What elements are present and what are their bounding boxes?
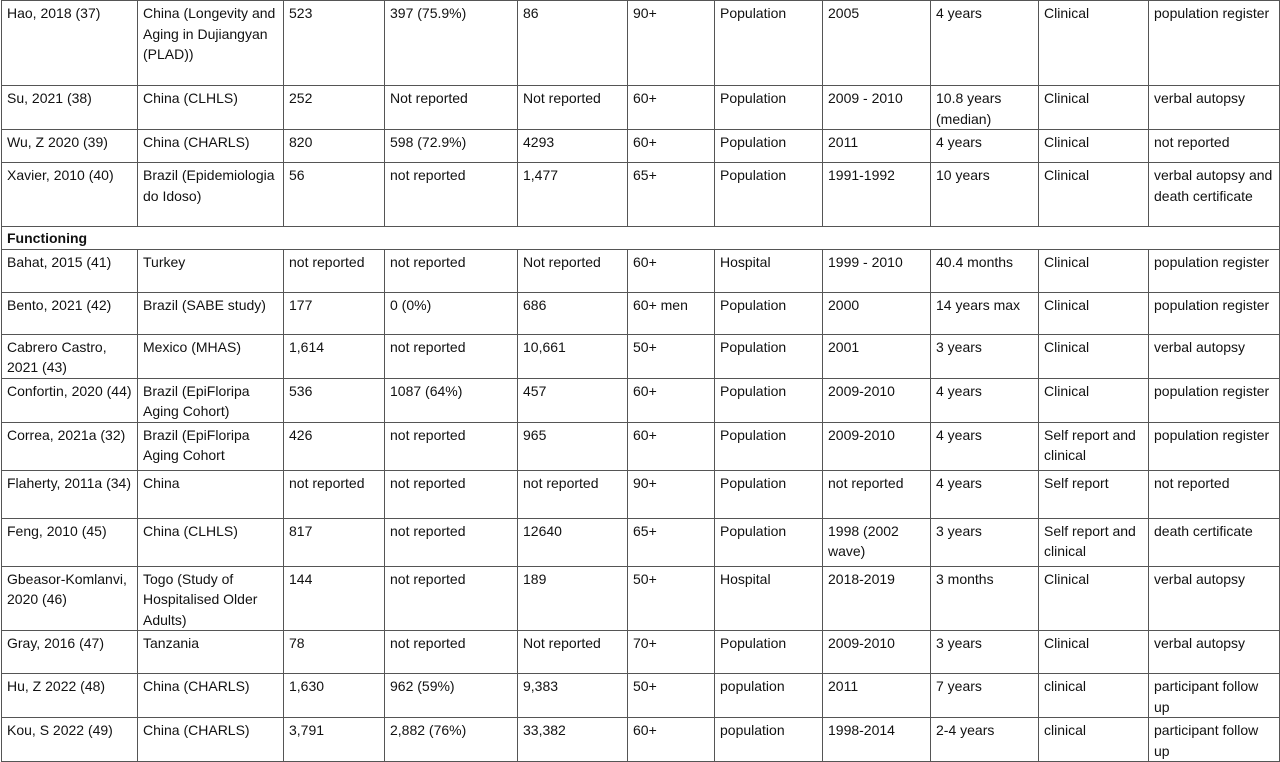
- deaths-cell: 252: [284, 86, 385, 130]
- sample-cell: 4293: [518, 130, 628, 163]
- table-row: [2, 292, 1280, 334]
- table-row: [2, 86, 1280, 130]
- followup-cell: 10 years: [931, 163, 1039, 227]
- source-cell: Population: [715, 631, 823, 674]
- ascertainment-cell: population register: [1149, 1, 1280, 86]
- women-cell: not reported: [385, 163, 518, 227]
- women-cell: not reported: [385, 566, 518, 631]
- table-row: [2, 718, 1280, 762]
- table-row: [2, 163, 1280, 227]
- setting-cell: China (Longevity and Aging in Dujiangyan (PLAD)): [138, 1, 284, 86]
- age-cell: 60+: [628, 718, 715, 762]
- setting-cell: China: [138, 470, 284, 518]
- assessment-cell: Clinical: [1039, 1, 1149, 86]
- sample-cell: Not reported: [518, 86, 628, 130]
- assessment-cell: Clinical: [1039, 130, 1149, 163]
- assessment-cell: Self report and clinical: [1039, 422, 1149, 470]
- source-cell: Population: [715, 292, 823, 334]
- followup-cell: 4 years: [931, 1, 1039, 86]
- table-row: [2, 470, 1280, 518]
- deaths-cell: 523: [284, 1, 385, 86]
- age-cell: 90+: [628, 1, 715, 86]
- assessment-cell: Clinical: [1039, 631, 1149, 674]
- ascertainment-cell: population register: [1149, 249, 1280, 292]
- source-cell: population: [715, 718, 823, 762]
- age-cell: 60+: [628, 422, 715, 470]
- study-cell: Gray, 2016 (47): [2, 631, 138, 674]
- study-cell: Bento, 2021 (42): [2, 292, 138, 334]
- baseline-cell: 2005: [823, 1, 931, 86]
- baseline-cell: 2018-2019: [823, 566, 931, 631]
- assessment-cell: Self report and clinical: [1039, 518, 1149, 566]
- baseline-cell: 2009-2010: [823, 422, 931, 470]
- ascertainment-cell: verbal autopsy: [1149, 566, 1280, 631]
- women-cell: 598 (72.9%): [385, 130, 518, 163]
- baseline-cell: 2011: [823, 130, 931, 163]
- ascertainment-cell: not reported: [1149, 130, 1280, 163]
- followup-cell: 4 years: [931, 130, 1039, 163]
- deaths-cell: 56: [284, 163, 385, 227]
- source-cell: Population: [715, 1, 823, 86]
- deaths-cell: not reported: [284, 470, 385, 518]
- study-cell: Bahat, 2015 (41): [2, 249, 138, 292]
- age-cell: 60+ men: [628, 292, 715, 334]
- age-cell: 60+: [628, 86, 715, 130]
- table-body-before: [2, 1, 1280, 227]
- section-functioning: [2, 227, 1280, 250]
- table-row: [2, 334, 1280, 378]
- baseline-cell: 1999 - 2010: [823, 249, 931, 292]
- study-cell: Hu, Z 2022 (48): [2, 674, 138, 718]
- table-row: [2, 249, 1280, 292]
- baseline-cell: 2009 - 2010: [823, 86, 931, 130]
- followup-cell: 40.4 months: [931, 249, 1039, 292]
- source-cell: Hospital: [715, 566, 823, 631]
- baseline-cell: 2000: [823, 292, 931, 334]
- ascertainment-cell: population register: [1149, 378, 1280, 422]
- deaths-cell: 78: [284, 631, 385, 674]
- setting-cell: China (CHARLS): [138, 674, 284, 718]
- followup-cell: 3 years: [931, 518, 1039, 566]
- sample-cell: not reported: [518, 470, 628, 518]
- source-cell: Population: [715, 163, 823, 227]
- source-cell: Hospital: [715, 249, 823, 292]
- baseline-cell: 2009-2010: [823, 631, 931, 674]
- table-row: [2, 631, 1280, 674]
- women-cell: not reported: [385, 518, 518, 566]
- setting-cell: Brazil (EpiFloripa Aging Cohort: [138, 422, 284, 470]
- women-cell: not reported: [385, 334, 518, 378]
- women-cell: 2,882 (76%): [385, 718, 518, 762]
- followup-cell: 4 years: [931, 378, 1039, 422]
- setting-cell: China (CHARLS): [138, 718, 284, 762]
- setting-cell: China (CLHLS): [138, 518, 284, 566]
- age-cell: 50+: [628, 566, 715, 631]
- assessment-cell: Clinical: [1039, 249, 1149, 292]
- study-cell: Wu, Z 2020 (39): [2, 130, 138, 163]
- study-cell: Gbeasor-Komlanvi, 2020 (46): [2, 566, 138, 631]
- setting-cell: Brazil (SABE study): [138, 292, 284, 334]
- age-cell: 65+: [628, 163, 715, 227]
- assessment-cell: Clinical: [1039, 334, 1149, 378]
- study-cell: Kou, S 2022 (49): [2, 718, 138, 762]
- setting-cell: Tanzania: [138, 631, 284, 674]
- baseline-cell: 1998-2014: [823, 718, 931, 762]
- setting-cell: Brazil (EpiFloripa Aging Cohort): [138, 378, 284, 422]
- table-row: [2, 674, 1280, 718]
- age-cell: 65+: [628, 518, 715, 566]
- source-cell: Population: [715, 130, 823, 163]
- assessment-cell: Clinical: [1039, 163, 1149, 227]
- women-cell: 1087 (64%): [385, 378, 518, 422]
- ascertainment-cell: verbal autopsy and death certificate: [1149, 163, 1280, 227]
- deaths-cell: 144: [284, 566, 385, 631]
- study-cell: Flaherty, 2011a (34): [2, 470, 138, 518]
- followup-cell: 4 years: [931, 470, 1039, 518]
- sample-cell: Not reported: [518, 249, 628, 292]
- setting-cell: Mexico (MHAS): [138, 334, 284, 378]
- table-body-after: [2, 249, 1280, 762]
- setting-cell: China (CLHLS): [138, 86, 284, 130]
- study-table: [1, 0, 1280, 762]
- study-cell: Cabrero Castro, 2021 (43): [2, 334, 138, 378]
- deaths-cell: 817: [284, 518, 385, 566]
- sample-cell: 33,382: [518, 718, 628, 762]
- sample-cell: 12640: [518, 518, 628, 566]
- setting-cell: Togo (Study of Hospitalised Older Adults): [138, 566, 284, 631]
- setting-cell: Turkey: [138, 249, 284, 292]
- baseline-cell: 2001: [823, 334, 931, 378]
- women-cell: not reported: [385, 470, 518, 518]
- source-cell: Population: [715, 422, 823, 470]
- table-row: [2, 566, 1280, 631]
- source-cell: Population: [715, 378, 823, 422]
- sample-cell: Not reported: [518, 631, 628, 674]
- followup-cell: 7 years: [931, 674, 1039, 718]
- table-row: [2, 130, 1280, 163]
- ascertainment-cell: population register: [1149, 422, 1280, 470]
- assessment-cell: Clinical: [1039, 86, 1149, 130]
- source-cell: population: [715, 674, 823, 718]
- women-cell: not reported: [385, 422, 518, 470]
- followup-cell: 3 months: [931, 566, 1039, 631]
- deaths-cell: 3,791: [284, 718, 385, 762]
- setting-cell: China (CHARLS): [138, 130, 284, 163]
- section-row: [2, 227, 1280, 250]
- table-row: [2, 1, 1280, 86]
- women-cell: 0 (0%): [385, 292, 518, 334]
- women-cell: Not reported: [385, 86, 518, 130]
- assessment-cell: clinical: [1039, 674, 1149, 718]
- baseline-cell: not reported: [823, 470, 931, 518]
- baseline-cell: 1998 (2002 wave): [823, 518, 931, 566]
- baseline-cell: 2009-2010: [823, 378, 931, 422]
- assessment-cell: Clinical: [1039, 292, 1149, 334]
- assessment-cell: clinical: [1039, 718, 1149, 762]
- source-cell: Population: [715, 470, 823, 518]
- sample-cell: 457: [518, 378, 628, 422]
- women-cell: not reported: [385, 631, 518, 674]
- age-cell: 90+: [628, 470, 715, 518]
- study-cell: Su, 2021 (38): [2, 86, 138, 130]
- age-cell: 60+: [628, 130, 715, 163]
- age-cell: 60+: [628, 378, 715, 422]
- women-cell: not reported: [385, 249, 518, 292]
- setting-cell: Brazil (Epidemiologia do Idoso): [138, 163, 284, 227]
- sample-cell: 10,661: [518, 334, 628, 378]
- assessment-cell: Self report: [1039, 470, 1149, 518]
- source-cell: Population: [715, 334, 823, 378]
- followup-cell: 2-4 years: [931, 718, 1039, 762]
- deaths-cell: 1,614: [284, 334, 385, 378]
- source-cell: Population: [715, 86, 823, 130]
- followup-cell: 3 years: [931, 334, 1039, 378]
- followup-cell: 10.8 years (median): [931, 86, 1039, 130]
- deaths-cell: 426: [284, 422, 385, 470]
- table-row: [2, 378, 1280, 422]
- age-cell: 50+: [628, 334, 715, 378]
- sample-cell: 686: [518, 292, 628, 334]
- study-cell: Correa, 2021a (32): [2, 422, 138, 470]
- assessment-cell: Clinical: [1039, 378, 1149, 422]
- deaths-cell: 177: [284, 292, 385, 334]
- followup-cell: 14 years max: [931, 292, 1039, 334]
- followup-cell: 4 years: [931, 422, 1039, 470]
- study-cell: Hao, 2018 (37): [2, 1, 138, 86]
- ascertainment-cell: participant follow up: [1149, 674, 1280, 718]
- deaths-cell: 1,630: [284, 674, 385, 718]
- baseline-cell: 1991-1992: [823, 163, 931, 227]
- ascertainment-cell: verbal autopsy: [1149, 86, 1280, 130]
- deaths-cell: not reported: [284, 249, 385, 292]
- sample-cell: 965: [518, 422, 628, 470]
- women-cell: 962 (59%): [385, 674, 518, 718]
- followup-cell: 3 years: [931, 631, 1039, 674]
- ascertainment-cell: population register: [1149, 292, 1280, 334]
- sample-cell: 86: [518, 1, 628, 86]
- study-cell: Feng, 2010 (45): [2, 518, 138, 566]
- baseline-cell: 2011: [823, 674, 931, 718]
- deaths-cell: 536: [284, 378, 385, 422]
- sample-cell: 9,383: [518, 674, 628, 718]
- age-cell: 50+: [628, 674, 715, 718]
- sample-cell: 1,477: [518, 163, 628, 227]
- ascertainment-cell: death certificate: [1149, 518, 1280, 566]
- ascertainment-cell: verbal autopsy: [1149, 334, 1280, 378]
- women-cell: 397 (75.9%): [385, 1, 518, 86]
- table-row: [2, 518, 1280, 566]
- study-cell: Confortin, 2020 (44): [2, 378, 138, 422]
- assessment-cell: Clinical: [1039, 566, 1149, 631]
- ascertainment-cell: not reported: [1149, 470, 1280, 518]
- deaths-cell: 820: [284, 130, 385, 163]
- section-label: Functioning: [2, 227, 1280, 250]
- study-cell: Xavier, 2010 (40): [2, 163, 138, 227]
- age-cell: 70+: [628, 631, 715, 674]
- ascertainment-cell: participant follow up: [1149, 718, 1280, 762]
- age-cell: 60+: [628, 249, 715, 292]
- sample-cell: 189: [518, 566, 628, 631]
- ascertainment-cell: verbal autopsy: [1149, 631, 1280, 674]
- table-row: [2, 422, 1280, 470]
- source-cell: Population: [715, 518, 823, 566]
